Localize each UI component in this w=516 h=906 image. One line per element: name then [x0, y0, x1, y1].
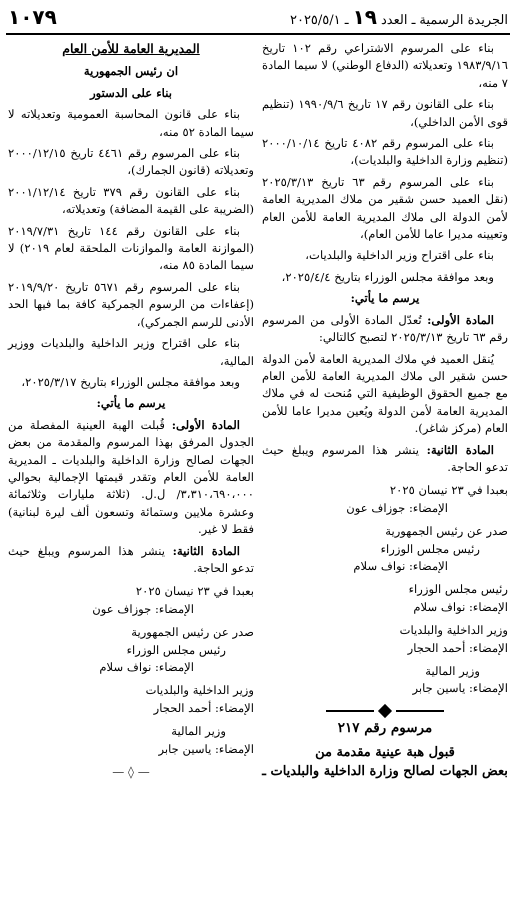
- interior-minister-signature: الإمضاء: أحمد الحجار: [407, 640, 508, 655]
- signature-block: [262, 663, 508, 698]
- preamble-paragraph: بناء على المرسوم رقم ٤٤٦١ تاريخ ٢٠٠٠/١٢/١٥ وتعديلاته (قانون الجمارك)،: [8, 146, 254, 178]
- preamble-paragraph: وبعد موافقة مجلس الوزراء بتاريخ ٢٠٢٥/٣/١٧،: [21, 374, 240, 389]
- preamble-paragraph: بناء على المرسوم الاشتراعي رقم ١٠٢ تاريخ ١٩٨٣/٩/١٦ وتعديلاته (الدفاع الوطني) لا سيما المادة ٧ منه،: [262, 41, 508, 90]
- preamble-paragraph: بناء على المرسوم رقم ٥٦٧١ تاريخ ٢٠١٩/٩/٢٠ (إعفاءات من الرسوم الجمركية كافة بما فيها الحد الأدنى للرسم الجمركي)،: [8, 279, 254, 329]
- issue-date: ـ ٢٠٢٥/٥/١: [289, 13, 349, 28]
- article-2-label: المادة الثانية:: [172, 543, 240, 558]
- separator-line: [326, 710, 374, 712]
- interior-minister-signature: الإمضاء: أحمد الحجار: [153, 700, 254, 715]
- issue-number: ١٩: [352, 5, 378, 29]
- header-rule: [6, 33, 510, 35]
- article-2-text: ينشر هذا المرسوم ويبلغ حيث تدعو الحاجة.: [8, 543, 254, 575]
- pm-title: رئيس مجلس الوزراء: [380, 541, 480, 556]
- article-1-text: تُعدّل المادة الأولى من المرسوم رقم ٦٣ تاريخ ٢٠٢٥/٣/١٣ لتصبح كالتالي:: [262, 312, 508, 345]
- president-signature: الإمضاء: جوزاف عون: [346, 500, 448, 515]
- decree-intro: يرسم ما يأتي:: [350, 291, 420, 306]
- preamble-paragraph: بناء على اقتراح وزير الداخلية والبلديات ووزير المالية،: [8, 336, 254, 368]
- header-masthead: [290, 5, 508, 29]
- preamble-paragraph: بناء على اقتراح وزير الداخلية والبلديات،: [305, 248, 494, 263]
- finance-minister-title: وزير المالية: [171, 724, 226, 739]
- president-line: ان رئيس الجمهورية: [83, 64, 179, 79]
- president-signature: الإمضاء: جوزاف عون: [92, 601, 194, 616]
- article-1-text: قُبلت الهبة العينية المفصلة من الجدول المرفق بهذا المرسوم والمقدمة من بعض الجهات لصالح وزارة الداخلية والبلديات ـ المديرية العامة للأمن العام وتقدر قيمتها الإجمالية بحوالي ٣،٣١٠،٦٩٠،٠٠٠/ ل.ل. (ثلاثة مليارات وثلاثمائة وعشرة ملايين وستمائة وتسعون ألف ليرة لبنانية) فقط لا غير.: [8, 417, 254, 537]
- preamble-paragraph: بناء على القانون رقم ١٤٤ تاريخ ٢٠١٩/٧/٣١ (الموازنة العامة والموازنات الملحقة لعام ٢٠١٩) لا سيما المادة ٨٥ منه،: [8, 223, 255, 273]
- journal-name: الجريدة الرسمية: [419, 13, 508, 28]
- signature-block: [8, 682, 254, 717]
- preamble-paragraph: بناء على القانون رقم ٣٧٩ تاريخ ٢٠٠١/١٢/١٤ (الضريبة على القيمة المضافة) وتعديلاته،: [8, 184, 254, 217]
- interior-minister-title: وزير الداخلية والبلديات: [145, 683, 254, 698]
- preamble-paragraph: بناء على المرسوم رقم ٦٣ تاريخ ٢٠٢٥/٣/١٣ (نقل العميد حسن شقير من ملاك المديرية العامة لأمن الدولة الى ملاك المديرية العامة للأمن العام وتعيينه مديرا عاما للأمن العام)،: [262, 174, 508, 242]
- signature-block: [262, 622, 508, 657]
- decree-intro: يرسم ما يأتي:: [96, 396, 166, 411]
- next-decree-subtitle: بعض الجهات لصالح وزارة الداخلية والبلديات ـ: [262, 764, 508, 780]
- page-header: [8, 4, 508, 30]
- article-2-text: ينشر هذا المرسوم ويبلغ حيث تدعو الحاجة.: [262, 442, 508, 474]
- preamble-paragraph: وبعد موافقة مجلس الوزراء بتاريخ ٢٠٢٥/٤/٤،: [281, 269, 494, 284]
- article-1-quote: يُنقل العميد في ملاك المديرية العامة لأمن الدولة حسن شقير الى ملاك المديرية العامة للأمن العام مع جميع الحقوق الوظيفية التي مُنحت له في ملاك المديرية العامة لأمن الدولة ويُعين مديرا عاما للأمن العام (مركز شاغر).: [262, 351, 508, 436]
- constitution-line: بناء على الدستور: [90, 85, 172, 100]
- right-column: [262, 40, 508, 781]
- pm-signature: الإمضاء: نواف سلام: [353, 558, 448, 573]
- signature-block: [8, 723, 254, 758]
- signature-block: [262, 523, 508, 575]
- preamble-paragraph: بناء على قانون المحاسبة العمومية وتعديلاته لا سيما المادة ٥٢ منه،: [8, 107, 254, 139]
- article-1: [262, 312, 508, 347]
- article-1-label: المادة الأولى:: [171, 417, 241, 432]
- end-separator: — ◊ —: [112, 765, 150, 780]
- pm-title: رئيس مجلس الوزراء: [126, 642, 226, 657]
- signature-block: [8, 624, 254, 676]
- article-2: [262, 442, 508, 477]
- signature-block: [262, 482, 508, 517]
- next-decree-title: مرسوم رقم ٢١٧: [337, 719, 433, 736]
- separator-line: [396, 710, 444, 712]
- date-line: بعبدا في ٢٣ نيسان ٢٠٢٥: [389, 483, 508, 498]
- finance-minister-signature: الإمضاء: ياسين جابر: [412, 681, 508, 696]
- preamble-paragraph: بناء على القانون رقم ١٧ تاريخ ١٩٩٠/٩/٦ (تنظيم قوى الأمن الداخلي)،: [262, 97, 508, 129]
- issue-label: ـ العدد: [381, 13, 416, 28]
- article-2-label: المادة الثانية:: [426, 442, 494, 457]
- issued-by: صدر عن رئيس الجمهورية: [131, 625, 254, 640]
- decree-separator: [262, 706, 508, 716]
- article-2: [8, 543, 254, 578]
- pm-signature: الإمضاء: نواف سلام: [413, 599, 508, 614]
- signature-block: [8, 583, 254, 618]
- article-1-label: المادة الأولى:: [427, 312, 495, 327]
- page-number: ١٠٧٩: [8, 5, 57, 29]
- left-column: [8, 40, 254, 787]
- finance-minister-signature: الإمضاء: ياسين جابر: [158, 741, 254, 756]
- interior-minister-title: وزير الداخلية والبلديات: [399, 623, 508, 638]
- preamble-paragraph: بناء على المرسوم رقم ٤٠٨٢ تاريخ ٢٠٠٠/١٠/١٤ (تنظيم وزارة الداخلية والبلديات)،: [262, 136, 508, 168]
- issued-by: صدر عن رئيس الجمهورية: [385, 524, 508, 539]
- section-heading: المديرية العامة للأمن العام: [62, 41, 200, 56]
- pm-signature: الإمضاء: نواف سلام: [99, 660, 194, 674]
- diamond-icon: [378, 704, 392, 718]
- signature-block: [262, 581, 508, 616]
- date-line: بعبدا في ٢٣ نيسان ٢٠٢٥: [135, 584, 254, 599]
- article-1: [8, 417, 254, 539]
- next-decree-subtitle: قبول هبة عينية مقدمة من: [315, 745, 455, 761]
- pm-title: رئيس مجلس الوزراء: [408, 582, 508, 597]
- finance-minister-title: وزير المالية: [425, 664, 480, 678]
